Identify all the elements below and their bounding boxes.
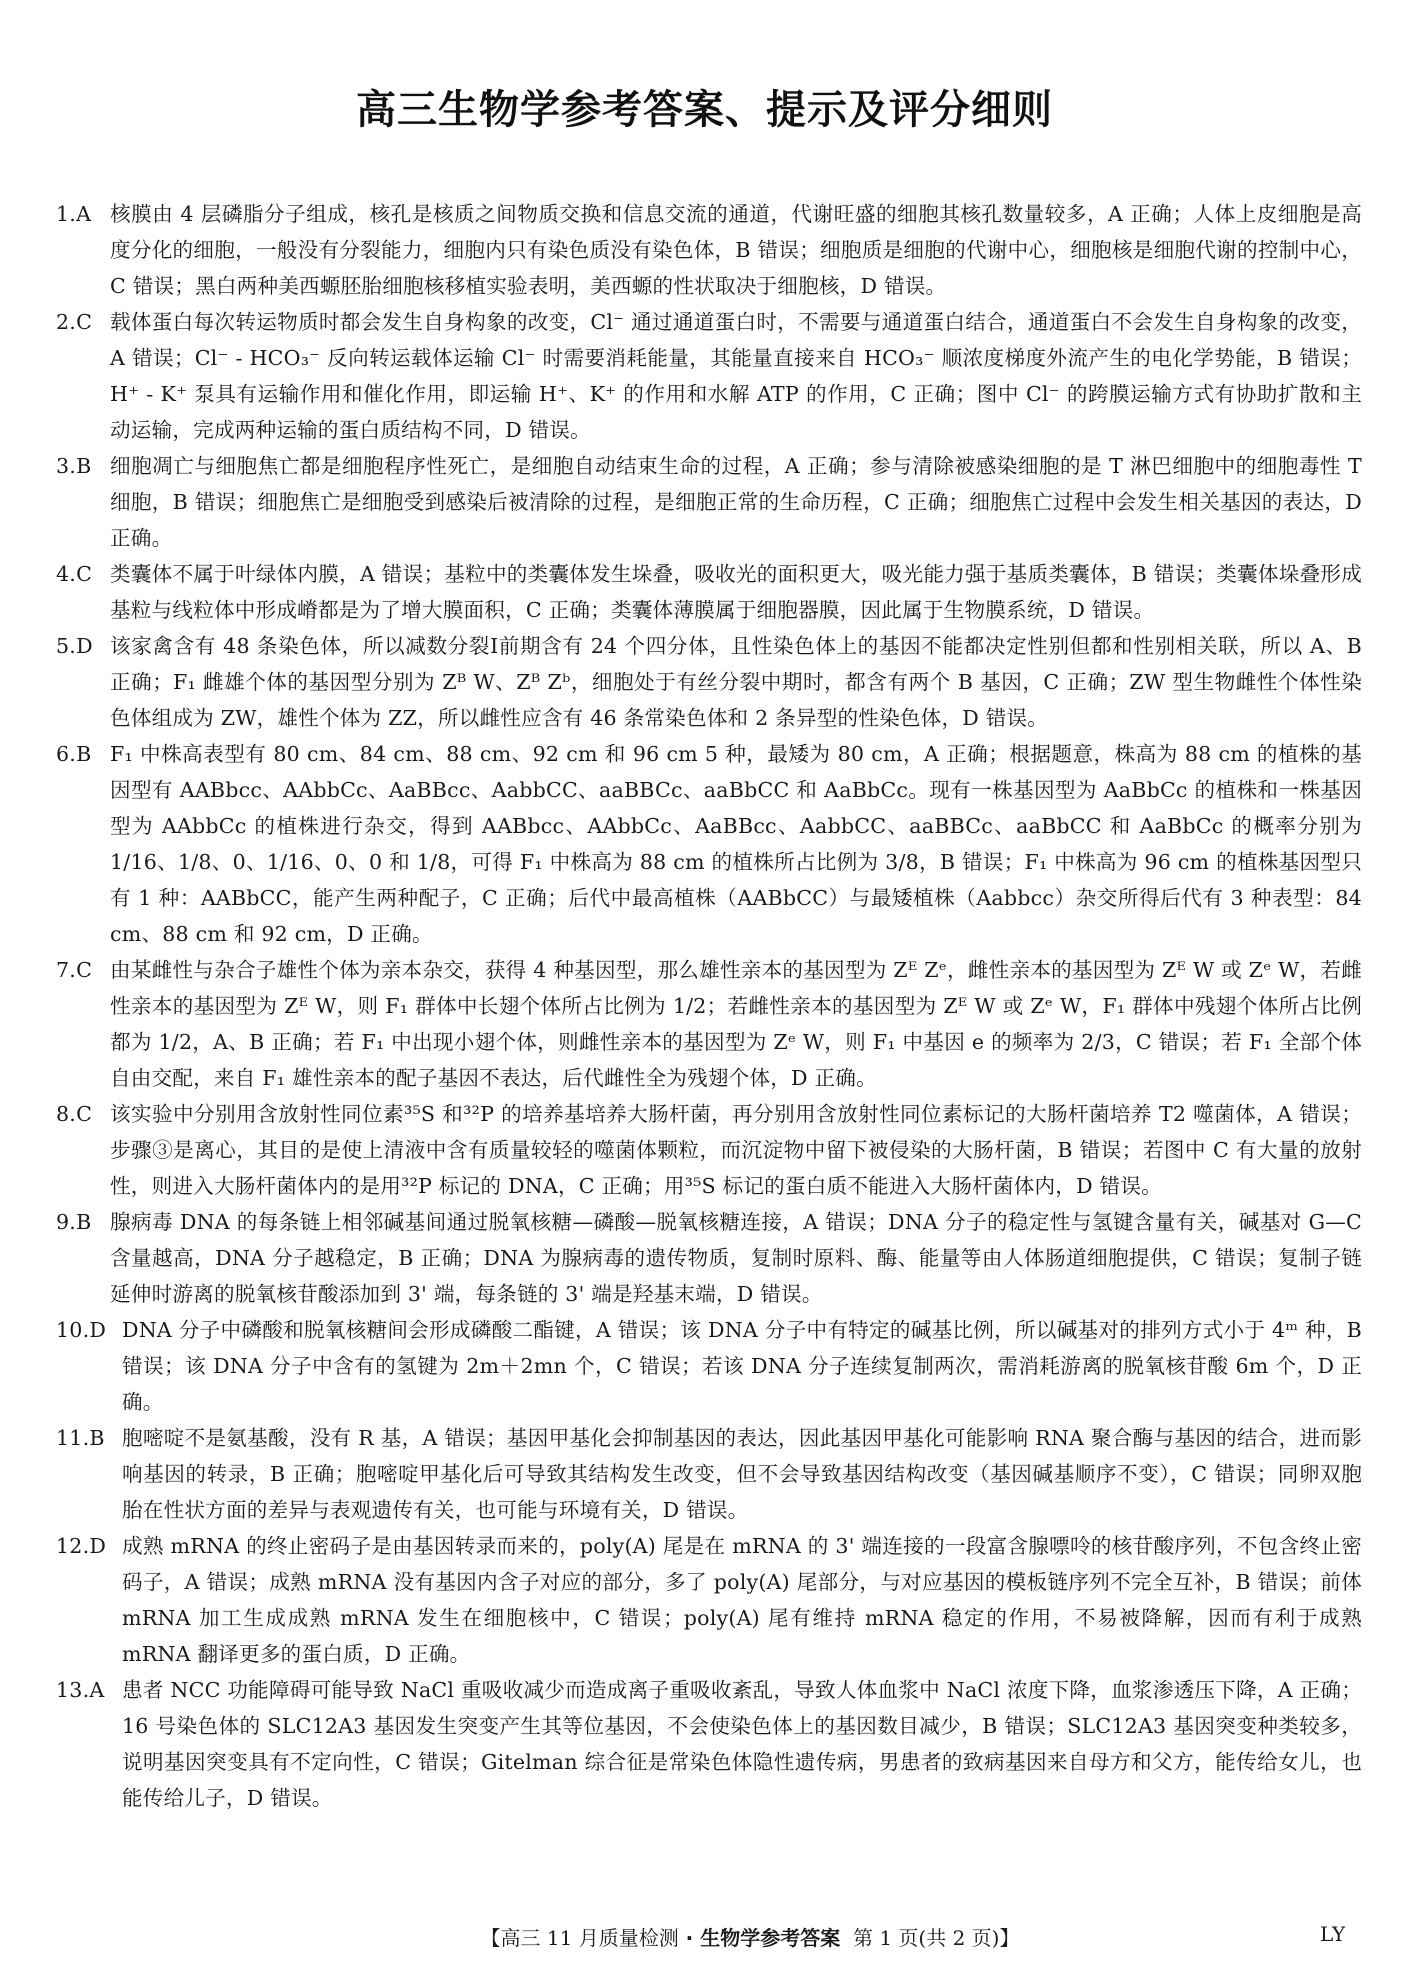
footer-caption: 【高三 11 月质量检测 · 生物学参考答案 第 1 页(共 2 页)】	[480, 1926, 1020, 1950]
answer-item	[56, 952, 1362, 1096]
answer-item	[56, 448, 1362, 556]
answer-item	[56, 1420, 1362, 1528]
item-number: 13.A	[56, 1678, 105, 1702]
item-number: 4.C	[56, 562, 93, 586]
answer-item	[56, 556, 1362, 628]
footer-exam: 高三 11 月质量检测	[500, 1926, 679, 1950]
answer-item	[56, 196, 1362, 304]
item-explanation: 腺病毒 DNA 的每条链上相邻碱基间通过脱氧核糖—磷酸—脱氧核糖连接，A 错误；DNA 分子的稳定性与氢键含量有关，碱基对 G—C 含量越高，DNA 分子越稳定，B 正确；DNA 为腺病毒的遗传物质，复制时原料、酶、能量等由人体肠道细胞提供，C 错误；复制子链延伸时游离的脱氧核苷酸添加到 3' 端，每条链的 3' 端是羟基末端，D 错误。	[110, 1210, 1362, 1306]
answer-item	[56, 736, 1362, 952]
item-number: 1.A	[56, 202, 92, 226]
item-explanation: 该实验中分别用含放射性同位素³⁵S 和³²P 的培养基培养大肠杆菌，再分别用含放射性同位素标记的大肠杆菌培养 T2 噬菌体，A 错误；步骤③是离心，其目的是使上清液中含有质量较轻的噬菌体颗粒，而沉淀物中留下被侵染的大肠杆菌，B 错误；若图中 C 有大量的放射性，则进入大肠杆菌体内的是用³²P 标记的 DNA，C 正确；用³⁵S 标记的蛋白质不能进入大肠杆菌体内，D 错误。	[110, 1102, 1362, 1198]
footer-subject: 生物学参考答案	[700, 1926, 841, 1950]
item-number: 3.B	[56, 454, 92, 478]
item-explanation: 由某雌性与杂合子雄性个体为亲本杂交，获得 4 种基因型，那么雄性亲本的基因型为 Zᴱ Zᵉ，雌性亲本的基因型为 Zᴱ W 或 Zᵉ W，若雌性亲本的基因型为 Zᴱ W，则 F₁ 群体中长翅个体所占比例为 1/2；若雌性亲本的基因型为 Zᴱ W 或 Zᵉ W，F₁ 群体中残翅个体所占比例都为 1/2，A、B 正确；若 F₁ 中出现小翅个体，则雌性亲本的基因型为 Zᵉ W，则 F₁ 中基因 e 的频率为 2/3，C 错误；若 F₁ 全部个体自由交配，来自 F₁ 雄性亲本的配子基因不表达，后代雌性全为残翅个体，D 正确。	[110, 958, 1362, 1090]
item-number: 9.B	[56, 1210, 92, 1234]
item-explanation: 该家禽含有 48 条染色体，所以减数分裂Ⅰ前期含有 24 个四分体，且性染色体上的基因不能都决定性别但都和性别相关联，所以 A、B 正确；F₁ 雌雄个体的基因型分别为 Zᴮ W、Zᴮ Zᵇ，细胞处于有丝分裂中期时，都含有两个 B 基因，C 正确；ZW 型生物雌性个体性染色体组成为 ZW，雄性个体为 ZZ，所以雌性应含有 46 条常染色体和 2 条异型的性染色体，D 错误。	[110, 634, 1362, 730]
item-number: 12.D	[56, 1534, 107, 1558]
answer-item	[56, 1204, 1362, 1312]
item-explanation: DNA 分子中磷酸和脱氧核糖间会形成磷酸二酯键，A 错误；该 DNA 分子中有特定的碱基比例，所以碱基对的排列方式小于 4ᵐ 种，B 错误；该 DNA 分子中含有的氢键为 2m＋2mn 个，C 错误；若该 DNA 分子连续复制两次，需消耗游离的脱氧核苷酸 6m 个，D 正确。	[122, 1318, 1362, 1414]
answer-item	[56, 628, 1362, 736]
answer-item	[56, 1096, 1362, 1204]
item-number: 10.D	[56, 1318, 107, 1342]
item-number: 8.C	[56, 1102, 93, 1126]
item-explanation: 患者 NCC 功能障碍可能导致 NaCl 重吸收减少而造成离子重吸收紊乱，导致人体血浆中 NaCl 浓度下降，血浆渗透压下降，A 正确；16 号染色体的 SLC12A3 基因发生突变产生其等位基因，不会使染色体上的基因数目减少，B 错误；SLC12A3 基因突变种类较多，说明基因突变具有不定向性，C 错误；Gitelman 综合征是常染色体隐性遗传病，男患者的致病基因来自母方和父方，能传给女儿，也能传给儿子，D 错误。	[122, 1678, 1362, 1810]
page-title: 高三生物学参考答案、提示及评分细则	[356, 87, 1053, 133]
item-explanation: 核膜由 4 层磷脂分子组成，核孔是核质之间物质交换和信息交流的通道，代谢旺盛的细胞其核孔数量较多，A 正确；人体上皮细胞是高度分化的细胞，一般没有分裂能力，细胞内只有染色质没有染色体，B 错误；细胞质是细胞的代谢中心，细胞核是细胞代谢的控制中心，C 错误；黑白两种美西螈胚胎细胞核移植实验表明，美西螈的性状取决于细胞核，D 错误。	[110, 202, 1362, 298]
answer-item	[56, 1312, 1362, 1420]
item-explanation: 胞嘧啶不是氨基酸，没有 R 基，A 错误；基因甲基化会抑制基因的表达，因此基因甲基化可能影响 RNA 聚合酶与基因的结合，进而影响基因的转录，B 正确；胞嘧啶甲基化后可导致其结构发生改变，但不会导致基因结构改变（基因碱基顺序不变），C 错误；同卵双胞胎在性状方面的差异与表观遗传有关，也可能与环境有关，D 错误。	[122, 1426, 1362, 1522]
item-number: 5.D	[56, 634, 93, 658]
item-explanation: 成熟 mRNA 的终止密码子是由基因转录而来的，poly(A) 尾是在 mRNA 的 3' 端连接的一段富含腺嘌呤的核苷酸序列，不包含终止密码子，A 错误；成熟 mRNA 没有基因内含子对应的部分，多了 poly(A) 尾部分，与对应基因的模板链序列不完全互补，B 错误；前体 mRNA 加工生成成熟 mRNA 发生在细胞核中，C 错误；poly(A) 尾有维持 mRNA 稳定的作用，不易被降解，因而有利于成熟 mRNA 翻译更多的蛋白质，D 正确。	[122, 1534, 1362, 1666]
footer-page-number: 第 1 页(共 2 页)	[840, 1926, 1000, 1950]
item-number: 7.C	[56, 958, 93, 982]
item-number: 11.B	[56, 1426, 105, 1450]
item-explanation: 载体蛋白每次转运物质时都会发生自身构象的改变，Cl⁻ 通过通道蛋白时，不需要与通道蛋白结合，通道蛋白不会发生自身构象的改变，A 错误；Cl⁻ - HCO₃⁻ 反向转运载体运输 Cl⁻ 时需要消耗能量，其能量直接来自 HCO₃⁻ 顺浓度梯度外流产生的电化学势能，B 错误；H⁺ - K⁺ 泵具有运输作用和催化作用，即运输 H⁺、K⁺ 的作用和水解 ATP 的作用，C 正确；图中 Cl⁻ 的跨膜运输方式有协助扩散和主动运输，完成两种运输的蛋白质结构不同，D 错误。	[110, 310, 1362, 442]
item-number: 6.B	[56, 742, 92, 766]
answer-item	[56, 1672, 1362, 1816]
answer-item	[56, 1528, 1362, 1672]
item-number: 2.C	[56, 310, 93, 334]
footer-code: LY	[1320, 1922, 1346, 1946]
item-explanation: 细胞凋亡与细胞焦亡都是细胞程序性死亡，是细胞自动结束生命的过程，A 正确；参与清除被感染细胞的是 T 淋巴细胞中的细胞毒性 T 细胞，B 错误；细胞焦亡是细胞受到感染后被清除的过程，是细胞正常的生命历程，C 正确；细胞焦亡过程中会发生相关基因的表达，D 正确。	[110, 454, 1362, 550]
answer-list	[56, 196, 1362, 1816]
item-explanation: 类囊体不属于叶绿体内膜，A 错误；基粒中的类囊体发生垛叠，吸收光的面积更大，吸光能力强于基质类囊体，B 错误；类囊体垛叠形成基粒与线粒体中形成嵴都是为了增大膜面积，C 正确；类囊体薄膜属于细胞器膜，因此属于生物膜系统，D 错误。	[110, 562, 1362, 622]
item-explanation: F₁ 中株高表型有 80 cm、84 cm、88 cm、92 cm 和 96 cm 5 种，最矮为 80 cm，A 正确；根据题意，株高为 88 cm 的植株的基因型有 AABbcc、AAbbCc、AaBBcc、AabbCC、aaBBCc、aaBbCC 和 AaBbCc。现有一株基因型为 AaBbCc 的植株和一株基因型为 AAbbCc 的植株进行杂交，得到 AABbcc、AAbbCc、AaBBcc、AabbCC、aaBBCc、aaBbCC 和 AaBbCc 的概率分别为 1/16、1/8、0、1/16、0、0 和 1/8，可得 F₁ 中株高为 88 cm 的植株所占比例为 3/8，B 错误；F₁ 中株高为 96 cm 的植株基因型只有 1 种：AABbCC，能产生两种配子，C 正确；后代中最高植株（AABbCC）与最矮植株（Aabbcc）杂交所得后代有 3 种表型：84 cm、88 cm 和 92 cm，D 正确。	[110, 742, 1362, 946]
answer-item	[56, 304, 1362, 448]
